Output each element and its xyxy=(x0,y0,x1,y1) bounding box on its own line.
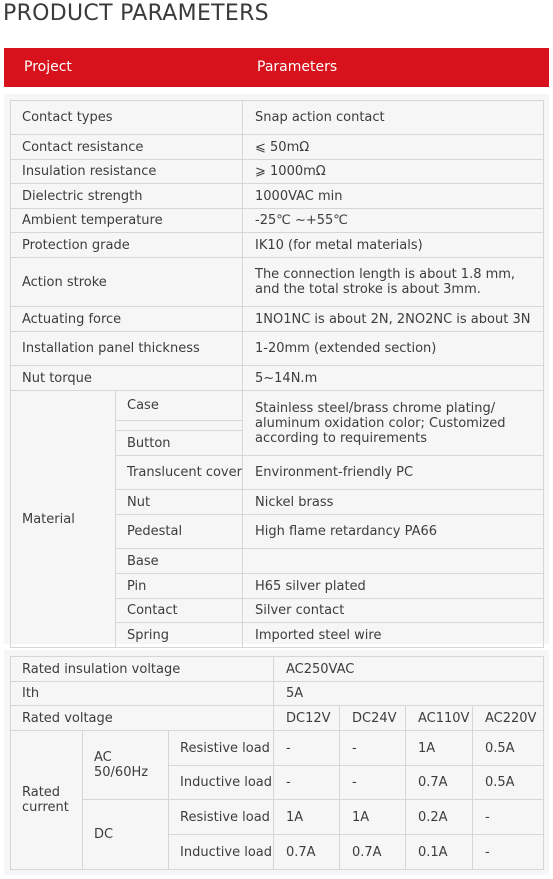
material-item-label: Translucent cover xyxy=(116,456,243,490)
current-value: 1A xyxy=(274,800,340,835)
current-value: - xyxy=(274,731,340,766)
current-value: - xyxy=(340,731,406,766)
table-row xyxy=(11,332,544,366)
load-label: Inductive load xyxy=(169,835,274,870)
header-project: Project xyxy=(24,59,72,75)
material-item-value xyxy=(243,549,544,574)
rated-voltage-label: Rated voltage xyxy=(11,706,274,731)
table-row xyxy=(11,800,544,835)
rated-current-label: Rated current xyxy=(11,731,83,870)
rated-voltage-value: AC110V xyxy=(406,706,473,731)
table-row xyxy=(11,258,544,307)
current-value: - xyxy=(473,835,544,870)
param-label: Protection grade xyxy=(11,233,243,258)
param-value: -25℃ ~+55℃ xyxy=(243,209,544,233)
rated-voltage-value: DC12V xyxy=(274,706,340,731)
parameters-table xyxy=(10,100,544,648)
param-label: Insulation resistance xyxy=(11,160,243,184)
current-value: 0.5A xyxy=(473,731,544,766)
param-value: 1000VAC min xyxy=(243,184,544,209)
ac-label: AC 50/60Hz xyxy=(83,731,169,800)
param-label: Nut torque xyxy=(11,366,243,391)
page-title: PRODUCT PARAMETERS xyxy=(3,1,269,26)
param-value: 5~14N.m xyxy=(243,366,544,391)
ith-value: 5A xyxy=(274,682,544,706)
material-item-label: Contact xyxy=(116,599,243,623)
current-value: 0.2A xyxy=(406,800,473,835)
param-value: ⩽ 50mΩ xyxy=(243,135,544,160)
current-value: - xyxy=(274,766,340,800)
material-item-value: Environment-friendly PC xyxy=(243,456,544,490)
table-row xyxy=(11,233,544,258)
table-row xyxy=(11,135,544,160)
table-row xyxy=(11,184,544,209)
table-row xyxy=(11,209,544,233)
current-value: 1A xyxy=(406,731,473,766)
table-row xyxy=(11,307,544,332)
param-label: Action stroke xyxy=(11,258,243,307)
material-item-label: Base xyxy=(116,549,243,574)
current-value: 0.1A xyxy=(406,835,473,870)
current-value: - xyxy=(340,766,406,800)
material-label: Material xyxy=(11,391,116,648)
electrical-table xyxy=(10,656,544,870)
current-value: 0.5A xyxy=(473,766,544,800)
material-item-value: Nickel brass xyxy=(243,490,544,515)
material-item-label: Pin xyxy=(116,574,243,599)
material-item-label: Nut xyxy=(116,490,243,515)
param-value: 1NO1NC is about 2N, 2NO2NC is about 3N xyxy=(243,307,544,332)
load-label: Inductive load xyxy=(169,766,274,800)
material-spacer xyxy=(116,421,243,431)
table-row xyxy=(11,706,544,731)
table-row xyxy=(11,101,544,135)
table-row xyxy=(11,731,544,766)
param-label: Contact resistance xyxy=(11,135,243,160)
table-row xyxy=(11,657,544,682)
material-item-value: Imported steel wire xyxy=(243,623,544,648)
load-label: Resistive load xyxy=(169,731,274,766)
material-item-label: Pedestal xyxy=(116,515,243,549)
load-label: Resistive load xyxy=(169,800,274,835)
rated-voltage-value: DC24V xyxy=(340,706,406,731)
table-row xyxy=(11,682,544,706)
ith-label: Ith xyxy=(11,682,274,706)
current-value: 0.7A xyxy=(406,766,473,800)
param-label: Actuating force xyxy=(11,307,243,332)
current-value: 0.7A xyxy=(274,835,340,870)
param-value: 1-20mm (extended section) xyxy=(243,332,544,366)
table-row xyxy=(11,366,544,391)
table-row xyxy=(11,160,544,184)
param-label: Contact types xyxy=(11,101,243,135)
material-button-label: Button xyxy=(116,431,243,456)
table-header-bar xyxy=(4,48,549,87)
param-value: IK10 (for metal materials) xyxy=(243,233,544,258)
header-parameters: Parameters xyxy=(257,59,338,75)
param-label: Ambient temperature xyxy=(11,209,243,233)
param-label: Installation panel thickness xyxy=(11,332,243,366)
current-value: 1A xyxy=(340,800,406,835)
param-value: ⩾ 1000mΩ xyxy=(243,160,544,184)
param-value: The connection length is about 1.8 mm, and the total stroke is about 3mm. xyxy=(243,258,544,307)
table-row xyxy=(11,391,544,421)
rated-voltage-value: AC220V xyxy=(473,706,544,731)
material-item-value: High flame retardancy PA66 xyxy=(243,515,544,549)
current-value: 0.7A xyxy=(340,835,406,870)
material-item-value: Silver contact xyxy=(243,599,544,623)
rated-insulation-voltage-value: AC250VAC xyxy=(274,657,544,682)
dc-label: DC xyxy=(83,800,169,870)
rated-insulation-voltage-label: Rated insulation voltage xyxy=(11,657,274,682)
param-value: Snap action contact xyxy=(243,101,544,135)
material-item-value: H65 silver plated xyxy=(243,574,544,599)
current-value: - xyxy=(473,800,544,835)
material-case-button-value: Stainless steel/brass chrome plating/ aluminum oxidation color; Customized according to requirements xyxy=(243,391,544,456)
material-case-label: Case xyxy=(116,391,243,421)
material-item-label: Spring xyxy=(116,623,243,648)
param-label: Dielectric strength xyxy=(11,184,243,209)
